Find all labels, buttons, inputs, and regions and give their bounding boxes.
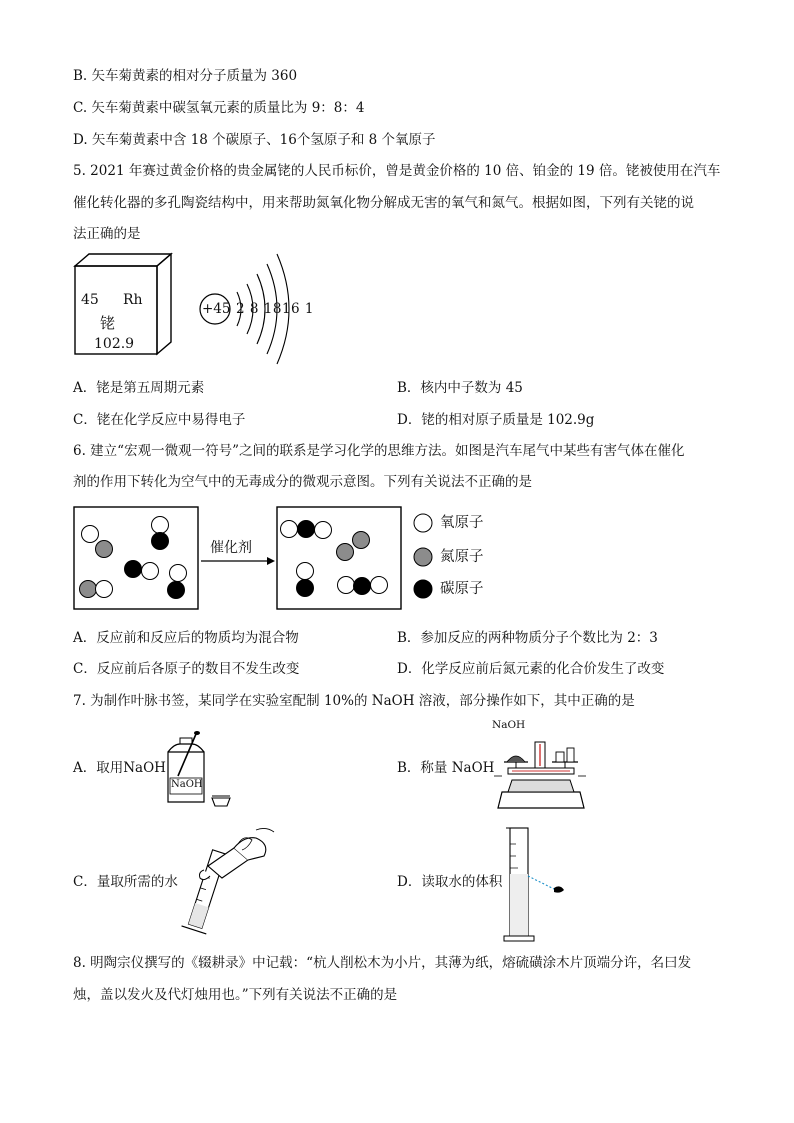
carbon-legend-swatch	[414, 580, 432, 598]
element-atomic-number: 45	[81, 292, 99, 308]
q8-stem-line-1: 8. 明陶宗仪撰写的《辍耕录》中记载：“杭人削松木为小片，其薄为纸，熔硫磺涂木片顶端分许，名曰发	[73, 955, 692, 971]
q5-stem-line-3: 法正确的是	[73, 226, 141, 242]
q6-option-c: C．反应前后各原子的数目不发生改变	[73, 661, 300, 677]
q5-option-d: D．铑的相对原子质量是 102.9g	[397, 412, 595, 428]
legend-nitrogen: 氮原子	[440, 549, 484, 565]
bottle-label: NaOH	[171, 779, 203, 790]
q4-option-b: B. 矢车菊黄素的相对分子质量为 360	[73, 68, 298, 84]
q7-option-b: B．称量 NaOH	[397, 760, 495, 776]
reaction-micro-figure	[73, 505, 403, 613]
q5-option-a: A．铑是第五周期元素	[73, 380, 205, 396]
q6-stem-line-1: 6. 建立“宏观一微观一符号”之间的联系是学习化学的思维方法。如图是汽车尾气中某些有害气体在催化	[73, 443, 685, 459]
q8-stem-line-2: 烛，盖以发火及代灯烛用也。”下列有关说法不正确的是	[73, 987, 398, 1003]
q6-option-d: D．化学反应前后氮元素的化合价发生了改变	[397, 661, 665, 677]
legend-swatches	[412, 512, 436, 602]
eye-icon	[554, 886, 564, 892]
q7-stem: 7. 为制作叶脉书签，某同学在实验室配制 10%的 NaOH 溶液，部分操作如下，其中正确的是	[73, 693, 635, 709]
bottle-spatula-figure	[160, 730, 236, 808]
q5-option-c: C．铑在化学反应中易得电子	[73, 412, 246, 428]
oxygen-legend-swatch	[414, 514, 432, 532]
q4-option-c: C. 矢车菊黄素中碳氢氧元素的质量比为 9：8：4	[73, 100, 365, 116]
element-name: 铑	[100, 314, 116, 332]
sight-line	[528, 876, 556, 890]
legend-oxygen: 氧原子	[440, 515, 484, 531]
electron-shells: 2 8 1816 1	[236, 301, 314, 317]
nitrogen-legend-swatch	[414, 548, 432, 566]
q7-option-c: C．量取所需的水	[73, 874, 178, 890]
q6-option-b: B．参加反应的两种物质分子个数比为 2：3	[397, 630, 658, 646]
element-atomic-mass: 102.9	[94, 336, 135, 352]
q5-option-b: B．核内中子数为 45	[397, 380, 523, 396]
catalyst-label: 催化剂	[210, 540, 252, 556]
read-volume-figure	[500, 824, 570, 948]
element-symbol: Rh	[123, 292, 143, 308]
nucleus-charge: +45	[202, 301, 231, 317]
balance-figure	[490, 722, 590, 814]
balance-label: NaOH	[492, 719, 526, 731]
q7-option-a: A．取用NaOH	[73, 760, 166, 776]
legend-carbon: 碳原子	[440, 581, 484, 597]
q7-option-d: D．读取水的体积	[397, 874, 503, 890]
pour-water-figure	[178, 826, 276, 938]
q6-option-a: A．反应前和反应后的物质均为混合物	[73, 630, 299, 646]
q5-stem-line-2: 催化转化器的多孔陶瓷结构中，用来帮助氮氧化物分解成无害的氧气和氮气。根据如图，下列有关铑的说	[73, 195, 694, 211]
q4-option-d: D. 矢车菊黄素中含 18 个碳原子、16个氢原子和 8 个氧原子	[73, 132, 436, 148]
q5-stem-line-1: 5. 2021 年赛过黄金价格的贵金属铑的人民币标价，曾是黄金价格的 10 倍、铂金的 19 倍。铑被使用在汽车	[73, 163, 721, 179]
q6-stem-line-2: 剂的作用下转化为空气中的无毒成分的微观示意图。下列有关说法不正确的是	[73, 474, 532, 490]
